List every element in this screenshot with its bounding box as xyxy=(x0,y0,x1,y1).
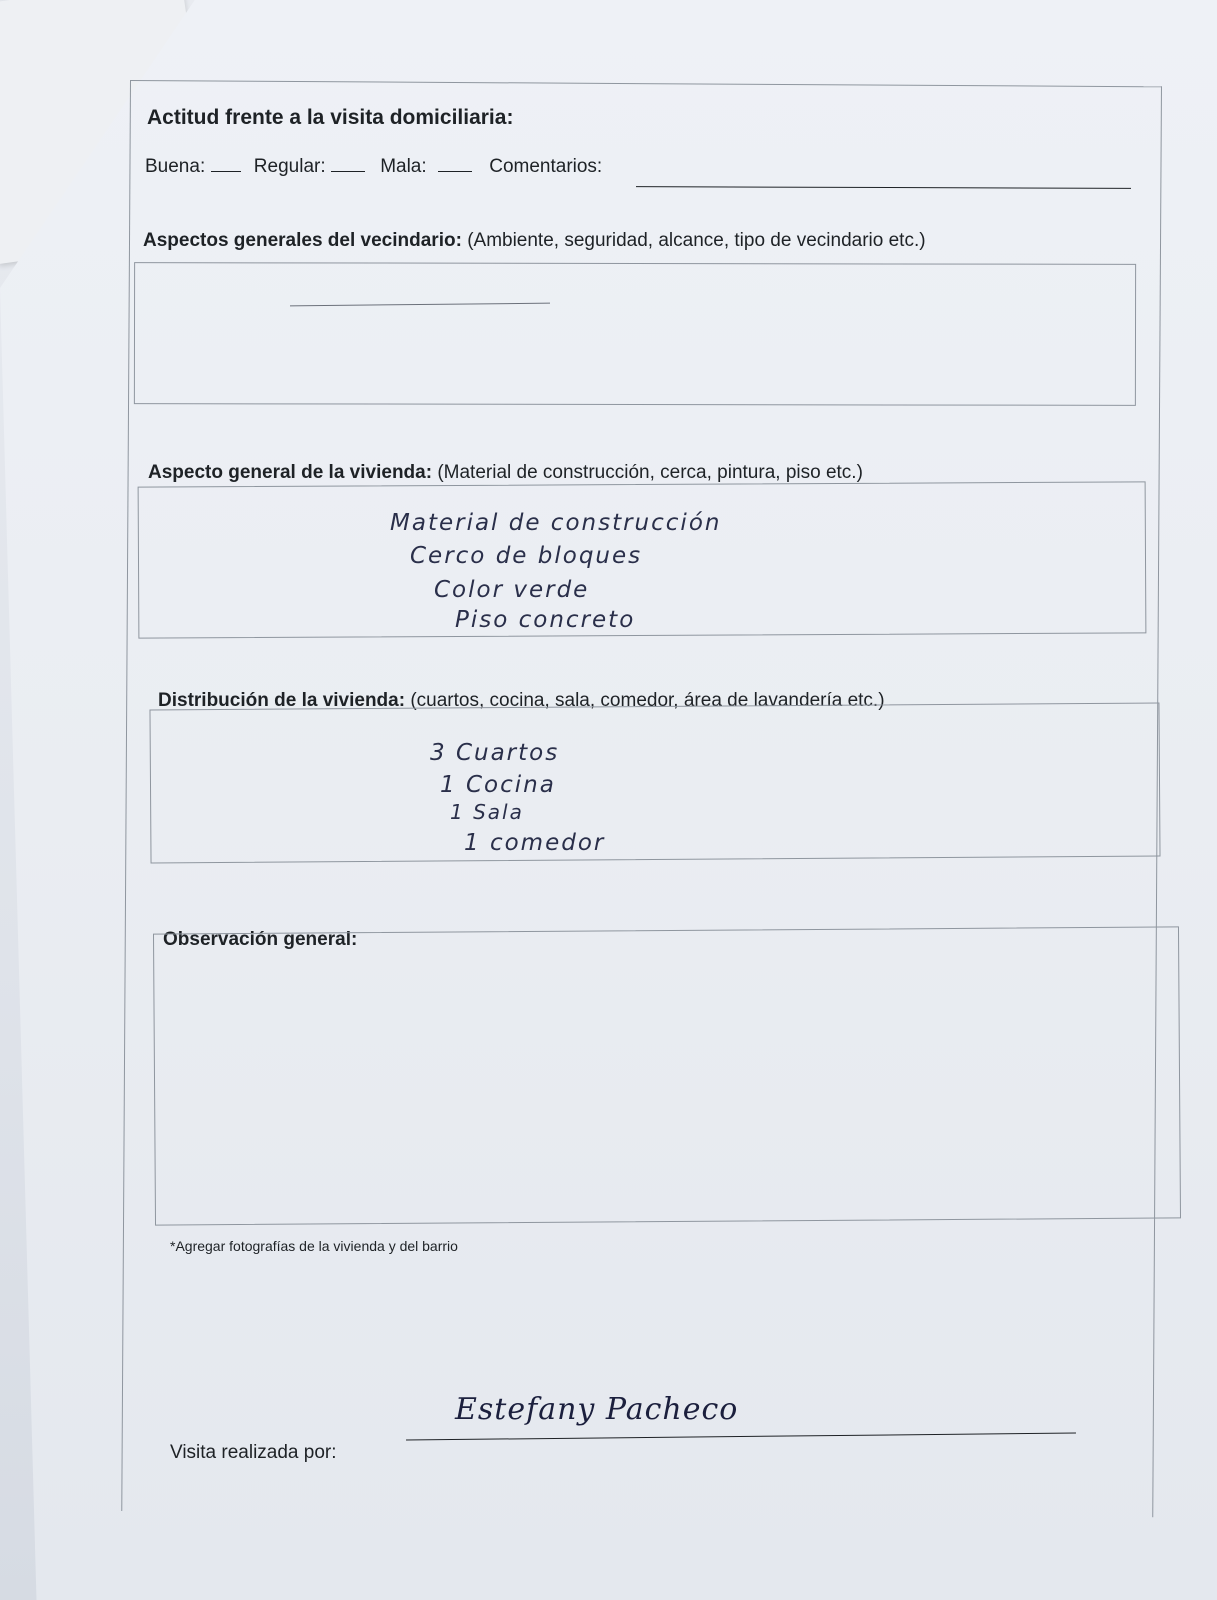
attitude-title: Actitud frente a la visita domiciliaria: xyxy=(147,106,514,129)
housing-aspect-line-4: Piso concreto xyxy=(455,607,636,633)
housing-distribution-line-1: 3 Cuartos xyxy=(430,740,560,766)
housing-distribution-heading: Distribución de la vivienda: xyxy=(158,690,406,711)
photo-note: *Agregar fotografías de la vivienda y del barrio xyxy=(170,1238,458,1254)
attitude-rating-row xyxy=(145,156,602,178)
general-observation-heading: Observación general: xyxy=(163,929,358,950)
housing-aspect-heading: Aspecto general de la vivienda: xyxy=(148,462,433,483)
neighborhood-heading: Aspectos generales del vecindario: xyxy=(143,230,462,251)
housing-aspect-line-1: Material de construcción xyxy=(390,510,722,536)
bad-blank[interactable] xyxy=(438,157,472,172)
housing-distribution-box[interactable] xyxy=(149,702,1160,863)
housing-aspect-heading-row xyxy=(148,462,863,484)
good-label: Buena: xyxy=(145,156,206,177)
neighborhood-hint: (Ambiente, seguridad, alcance, tipo de vecindario etc.) xyxy=(467,230,926,251)
regular-label: Regular: xyxy=(253,156,326,177)
housing-aspect-line-2: Cerco de bloques xyxy=(410,543,643,569)
housing-distribution-hint: (cuartos, cocina, sala, comedor, área de lavandería etc.) xyxy=(410,690,885,711)
visit-by-label: Visita realizada por: xyxy=(170,1442,337,1463)
neighborhood-box[interactable] xyxy=(134,262,1136,406)
housing-aspect-line-3: Color verde xyxy=(434,577,590,603)
good-blank[interactable] xyxy=(211,157,241,172)
regular-blank[interactable] xyxy=(331,157,365,172)
comments-label: Comentarios: xyxy=(489,156,603,177)
neighborhood-heading-row xyxy=(143,230,926,252)
housing-distribution-line-2: 1 Cocina xyxy=(440,772,556,798)
bad-label: Mala: xyxy=(380,156,427,177)
housing-aspect-hint: (Material de construcción, cerca, pintura, piso etc.) xyxy=(437,462,863,483)
visitor-signature: Estefany Pacheco xyxy=(455,1392,739,1427)
housing-distribution-line-3: 1 Sala xyxy=(450,800,524,824)
housing-distribution-line-4: 1 comedor xyxy=(464,830,606,856)
general-observation-box[interactable] xyxy=(153,926,1181,1225)
